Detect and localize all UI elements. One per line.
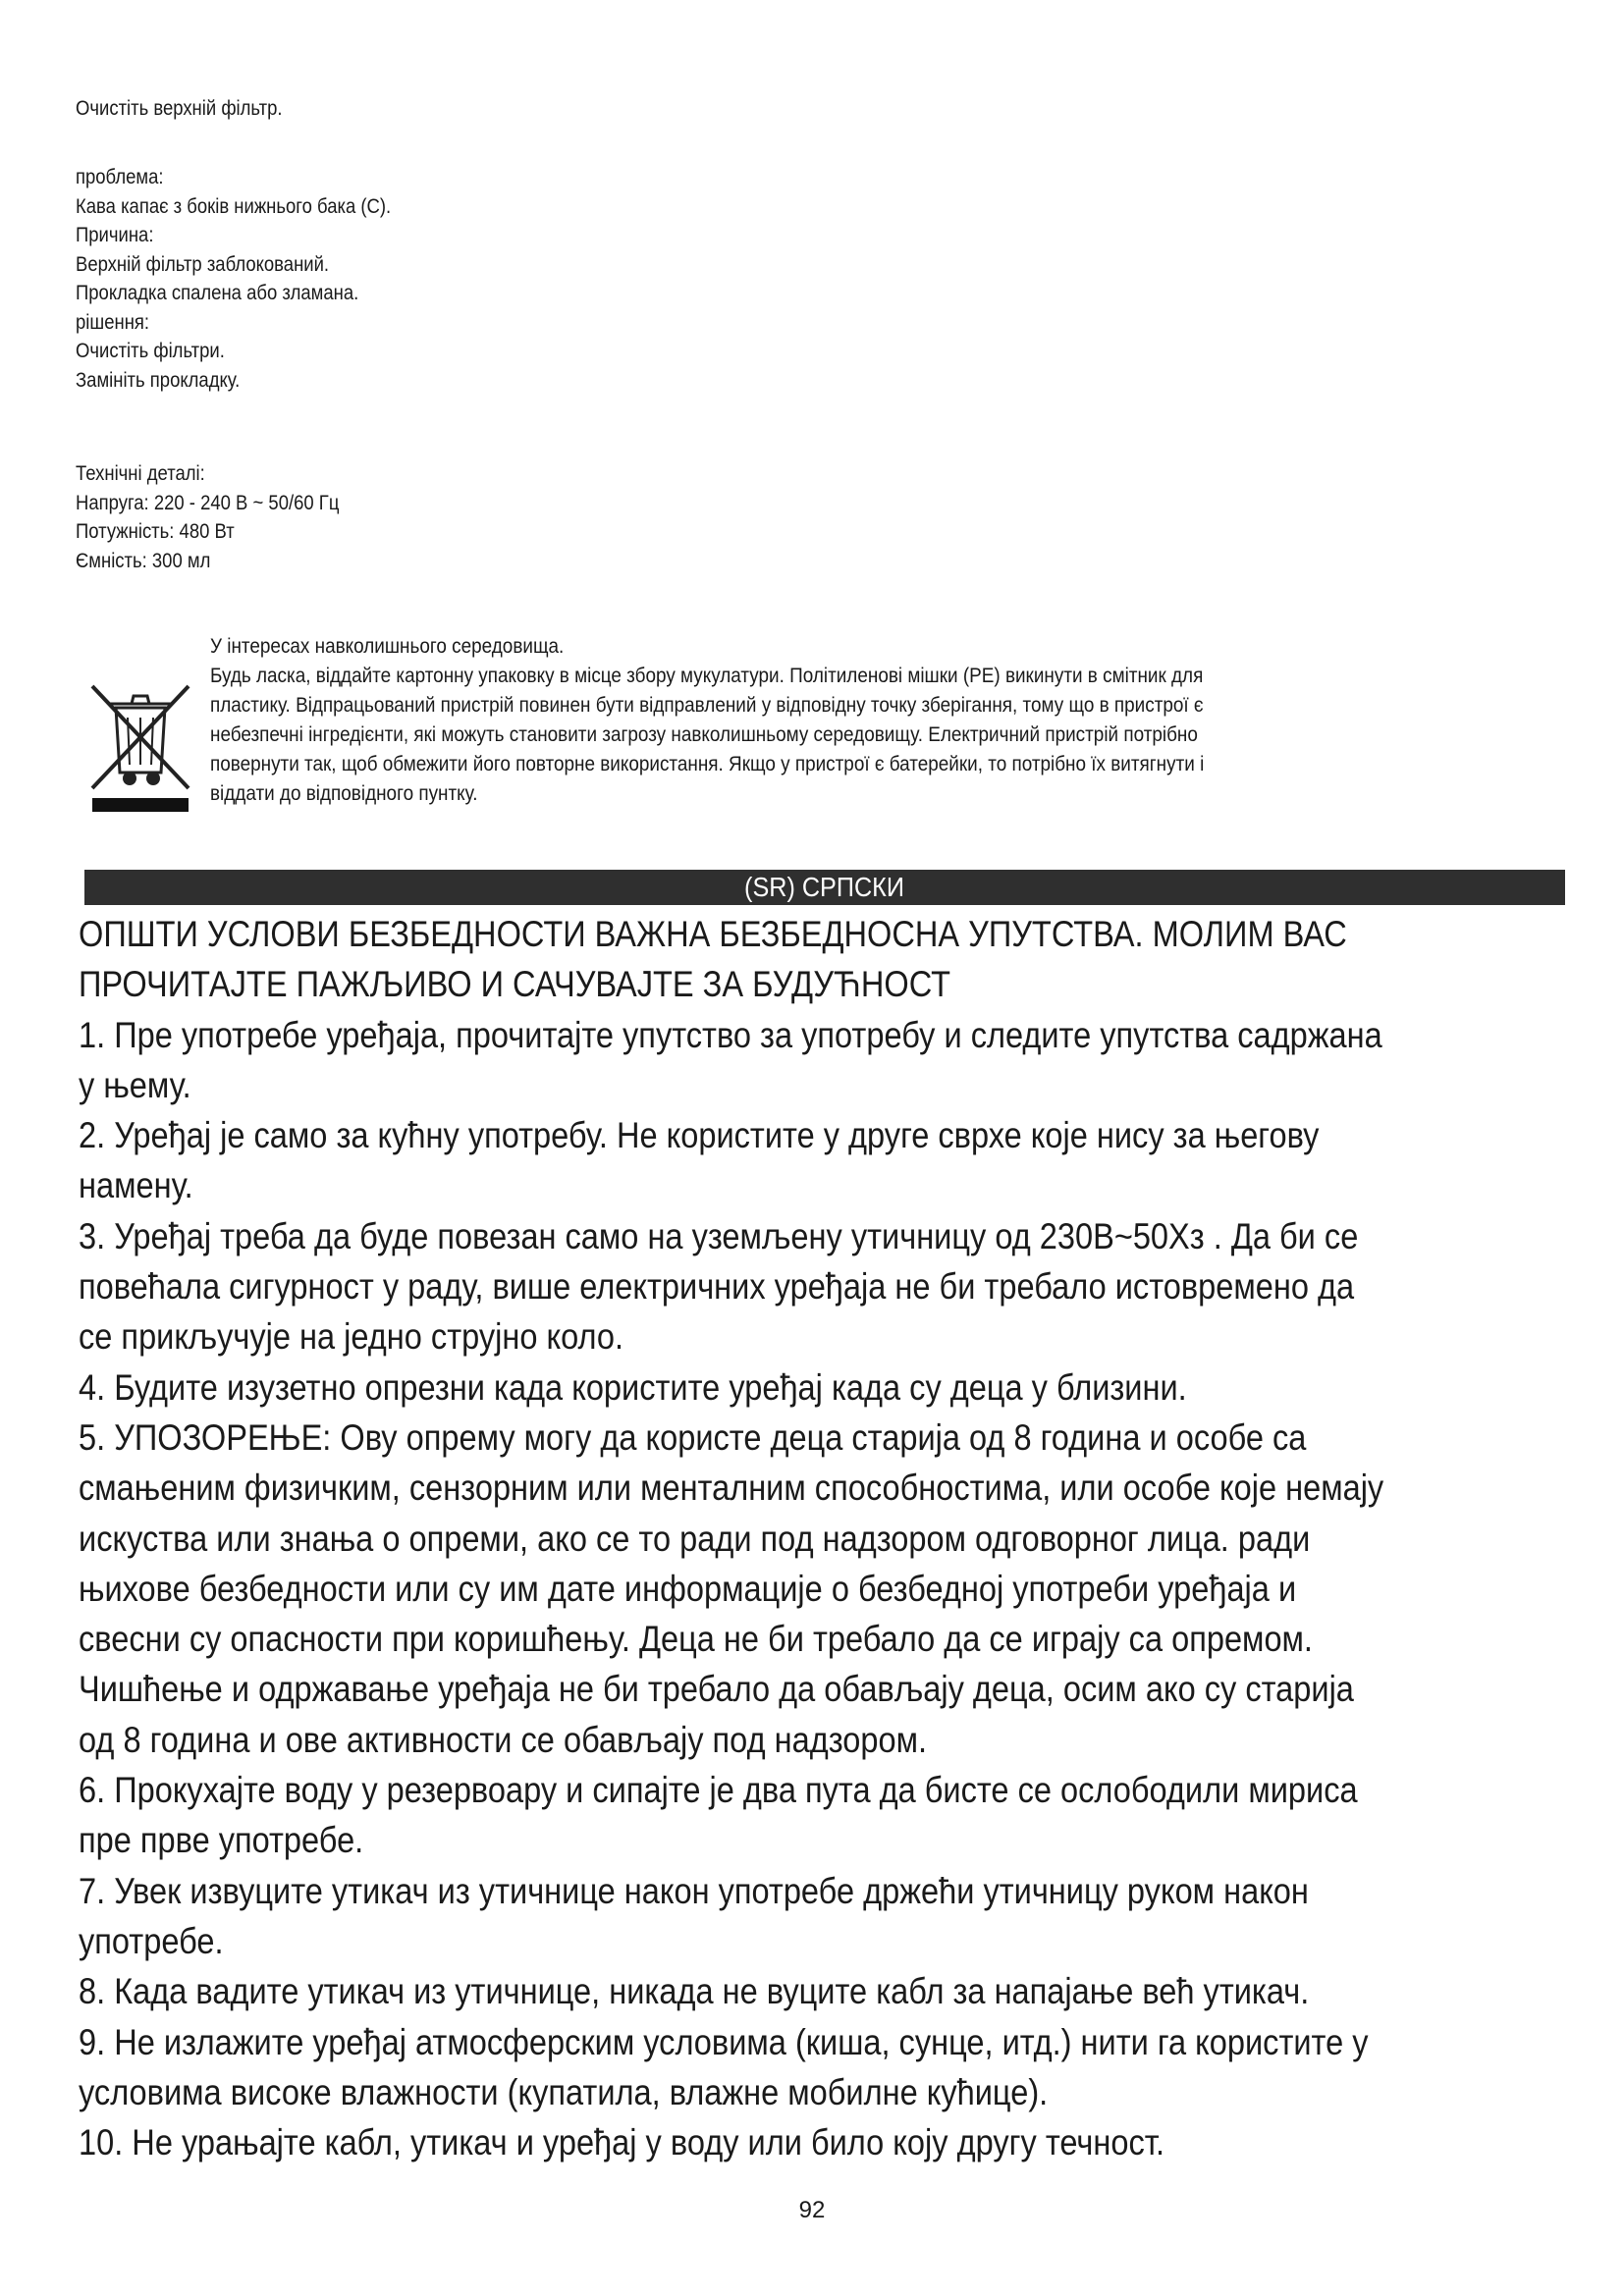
environment-text (210, 631, 1601, 808)
text-line: Напруга: 220 - 240 В ~ 50/60 Гц (76, 491, 340, 514)
section-header-bar (84, 870, 1565, 905)
section-header-title: (SR) СРПСКИ (744, 872, 905, 902)
text-line: небезпечні інгредієнти, які можуть становити загрозу навколишньому середовищу. Електричний пристрій потрібно (210, 722, 1198, 746)
text-line: 9. Не излажите уређај атмосферским условима (киша, сунце, итд.) нити га користите у (79, 2021, 1369, 2062)
text-line: повернути так, щоб обмежити його повторне використання. Якщо у пристрої є батерейки, то потрібно їх витягнути і (210, 752, 1205, 775)
text-line: употребе. (79, 1920, 224, 1961)
text-line: 6. Прокухајте воду у резервоару и сипајте је два пута да бисте се ослободили мириса (79, 1770, 1358, 1811)
text-line: повећала сигурност у раду, више електричних уређаја не би требало истовремено да (79, 1266, 1355, 1308)
text-line: рішення: (76, 310, 150, 334)
text-line: Потужність: 480 Вт (76, 520, 235, 543)
text-line: Верхній фільтр заблокований. (76, 252, 330, 276)
troubleshooting-block (76, 163, 391, 395)
text-line: Замініть прокладку. (76, 368, 241, 392)
text-line: У інтересах навколишнього середовища. (210, 634, 565, 658)
text-line: віддати до відповідного пунтку. (210, 781, 478, 805)
text-line: намену. (79, 1165, 193, 1206)
text-line: пластику. Відпрацьований пристрій повинен бути відправлений у відповідну точку зберігання, тому що в пристрої є (210, 693, 1204, 717)
text-line: 8. Када вадите утикач из утичнице, никада не вуците кабл за напајање већ утикач. (79, 1971, 1310, 2012)
text-line: 5. УПОЗОРЕЊЕ: Ову опрему могу да користе деца старија од 8 година и особе са (79, 1416, 1307, 1458)
page-number: 92 (798, 2197, 826, 2223)
text-line: Технічні деталі: (76, 462, 205, 485)
text-line: 3. Уређај треба да буде повезан само на уземљену утичницу од 230В~50Хз . Да би се (79, 1215, 1359, 1256)
text-line: Чишћење и одржавање уређаја не би требало да обављају деца, осим ако су старија (79, 1669, 1354, 1710)
technical-specs-block (76, 459, 339, 575)
text-line: ОПШТИ УСЛОВИ БЕЗБЕДНОСТИ ВАЖНА БЕЗБЕДНОСНА УПУТСТВА. МОЛИМ ВАС (79, 914, 1347, 954)
text-line: условима високе влажности (купатила, влажне мобилне кућице). (79, 2071, 1049, 2112)
text-line: Ємність: 300 мл (76, 549, 211, 572)
text-line: Причина: (76, 224, 154, 246)
text-line: 4. Будите изузетно опрезни када користите уређај када су деца у близини. (79, 1366, 1187, 1408)
environment-notice (79, 631, 1492, 837)
text-line: 2. Уређај је само за кућну употребу. Не користите у друге сврхе које нису за његову (79, 1115, 1320, 1156)
text-line: 7. Увек извуците утикач из утичнице након употребе држећи утичницу руком након (79, 1870, 1309, 1911)
text-line: проблема: (76, 166, 164, 188)
safety-instructions (79, 909, 1409, 2167)
text-line: се прикључује на једно струјно коло. (79, 1316, 624, 1358)
text-line: 1. Пре употребе уређаја, прочитајте упутство за употребу и следите упутства садржана (79, 1014, 1382, 1055)
text-line: Очистіть фільтри. (76, 340, 225, 362)
text-line: Очистіть верхній фільтр. (76, 97, 283, 120)
clean-top-filter-line (76, 94, 282, 124)
text-line: у њему. (79, 1064, 191, 1105)
text-line: искуства или знања о опреми, ако се то ради под надзором одговорног лица. ради (79, 1518, 1311, 1559)
text-line: свесни су опасности при коришћењу. Деца не би требало да се играју са опремом. (79, 1619, 1313, 1660)
text-line: Кава капає з боків нижнього бака (C). (76, 194, 392, 218)
text-line: ПРОЧИТАЈТЕ ПАЖЉИВО И САЧУВАЈТЕ ЗА БУДУЋНОСТ (79, 964, 951, 1005)
text-line: смањеним физичким, сензорним или менталним способностима, или особе које немају (79, 1468, 1384, 1509)
text-line: Прокладка спалена або зламана. (76, 282, 359, 304)
text-line: пре прве употребе. (79, 1820, 364, 1861)
text-line: Будь ласка, віддайте картонну упаковку в місце збору мукулатури. Політиленові мішки (PE) викинути в смітник для (210, 664, 1204, 687)
text-line: њихове безбедности или су им дате информације о безбедној употреби уређаја и (79, 1568, 1297, 1609)
text-line: од 8 година и ове активности се обављају под надзором. (79, 1719, 928, 1760)
crossed-out-wheelie-bin-icon (86, 678, 194, 816)
text-line: 10. Не урањајте кабл, утикач и уређај у воду или било коју другу течност. (79, 2122, 1165, 2163)
